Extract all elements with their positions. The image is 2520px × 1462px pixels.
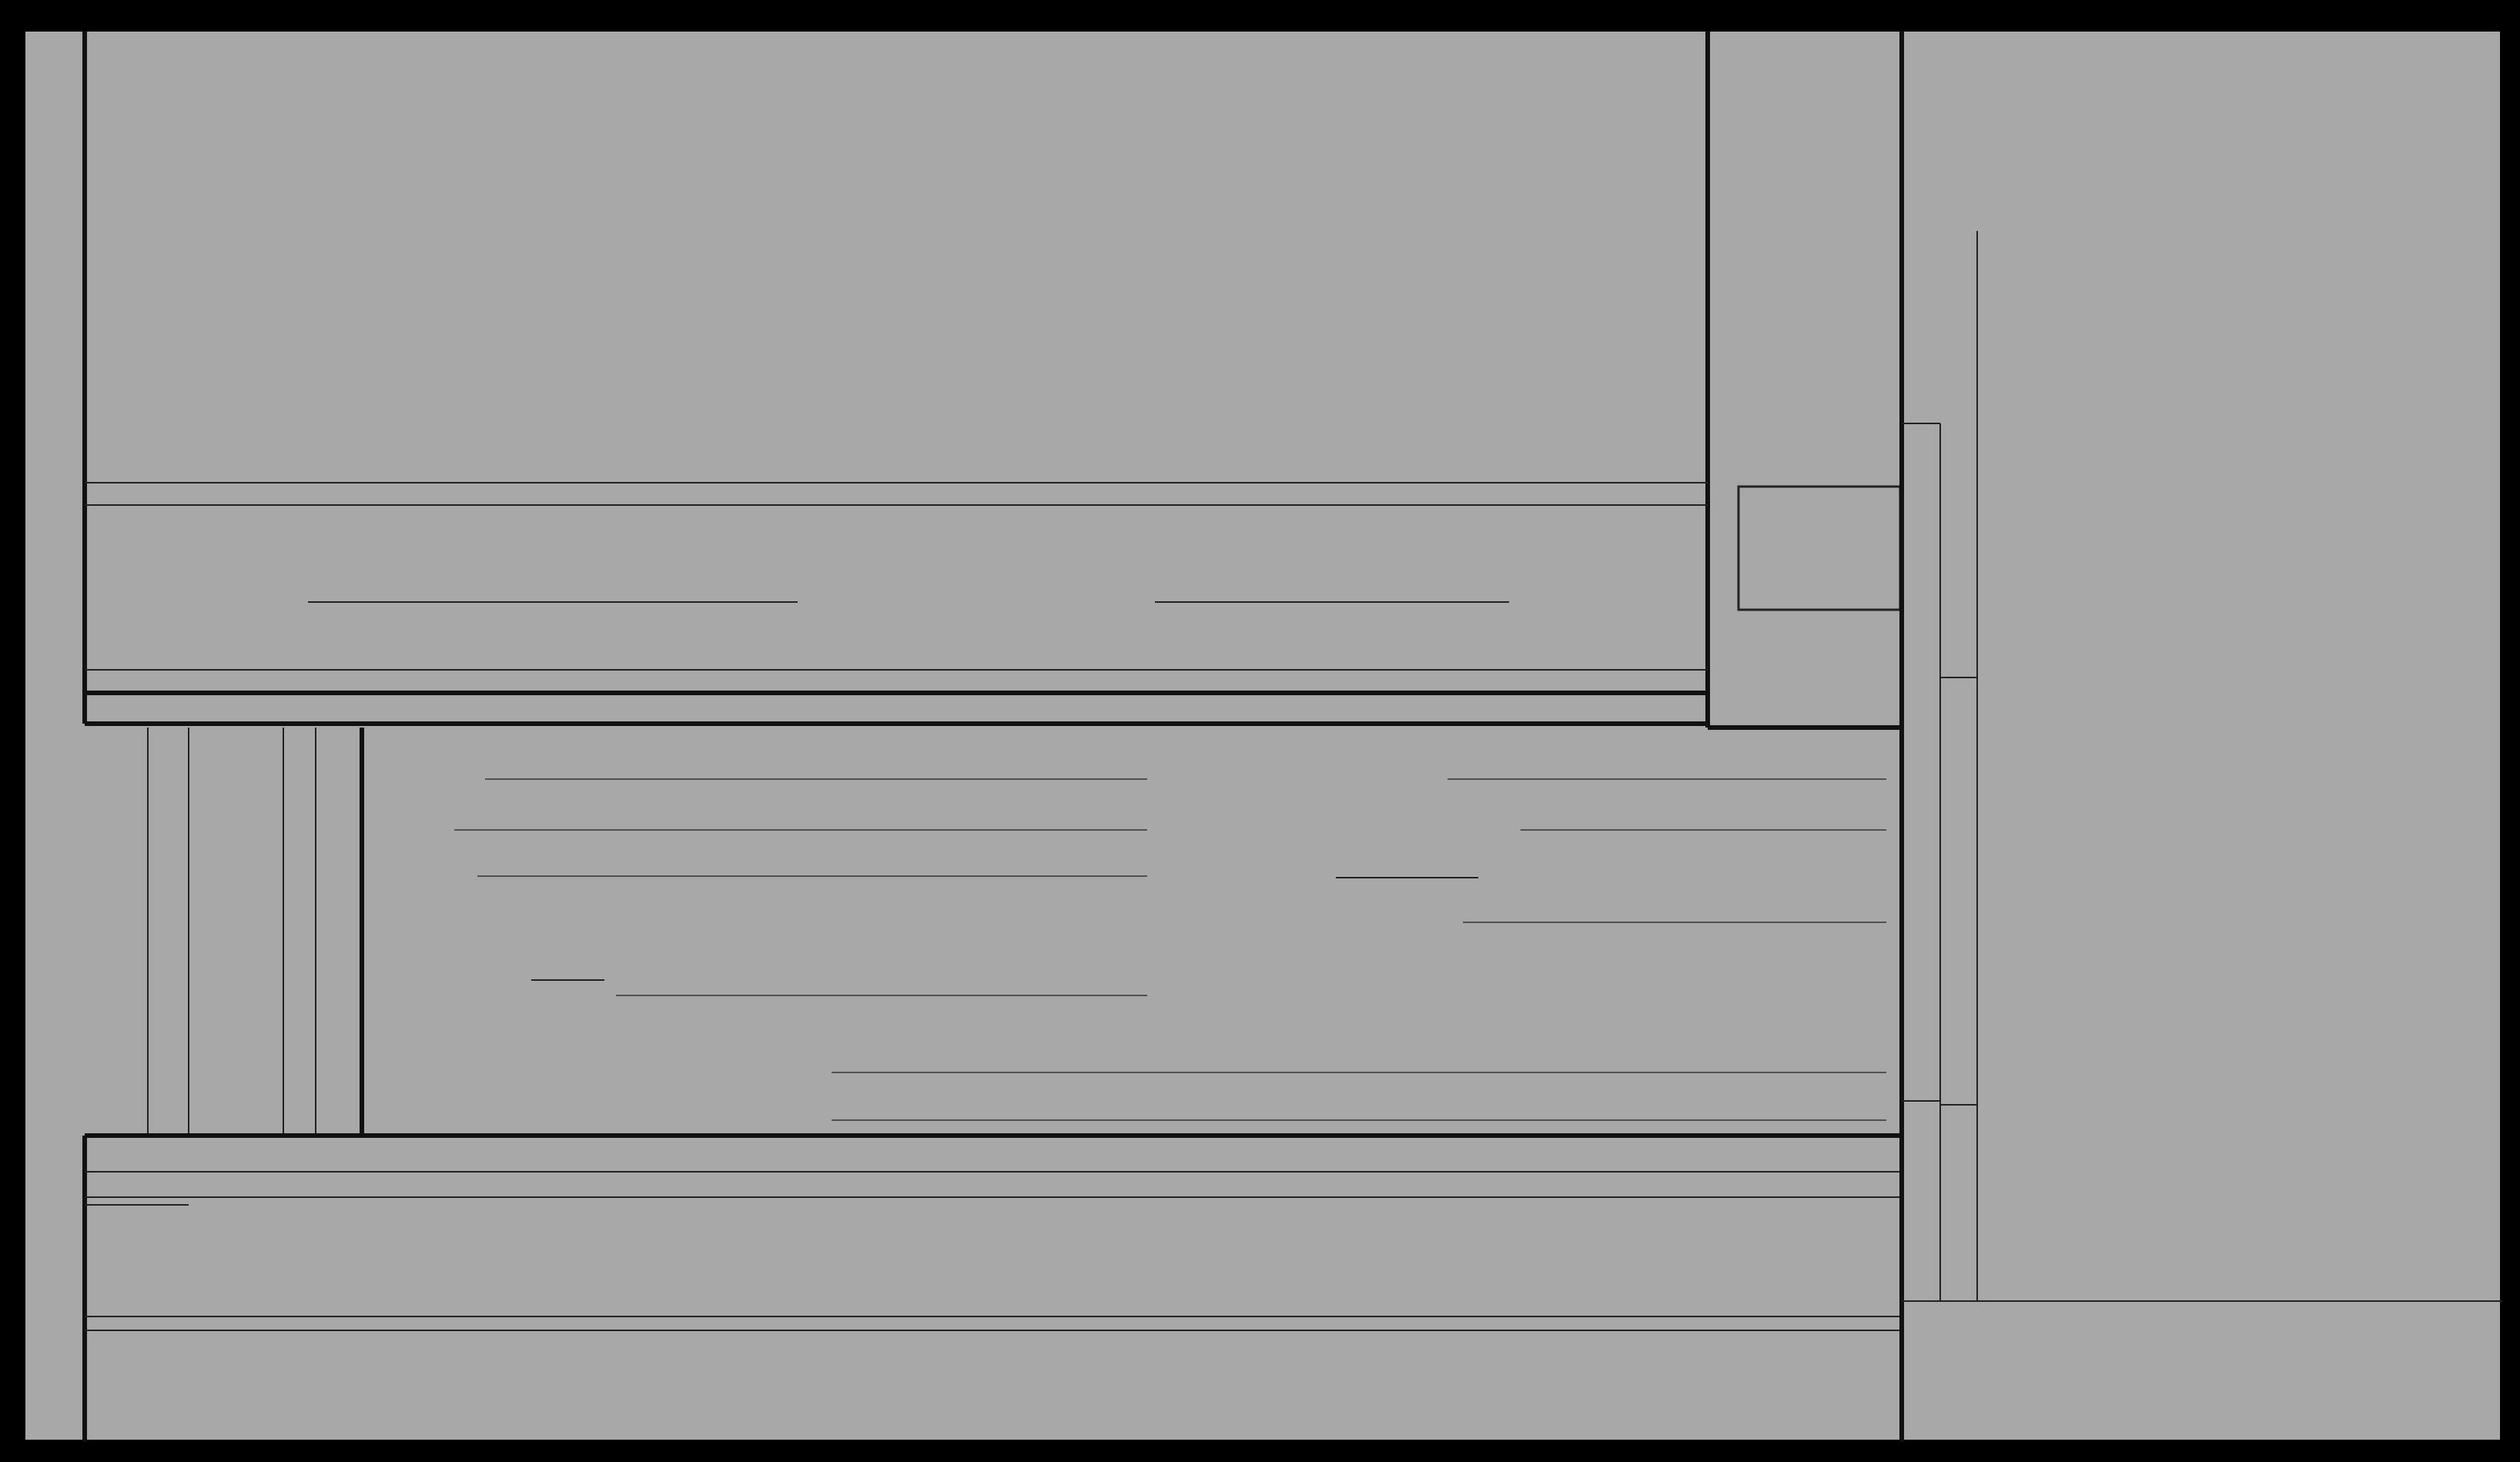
paper-background — [23, 29, 2502, 1442]
